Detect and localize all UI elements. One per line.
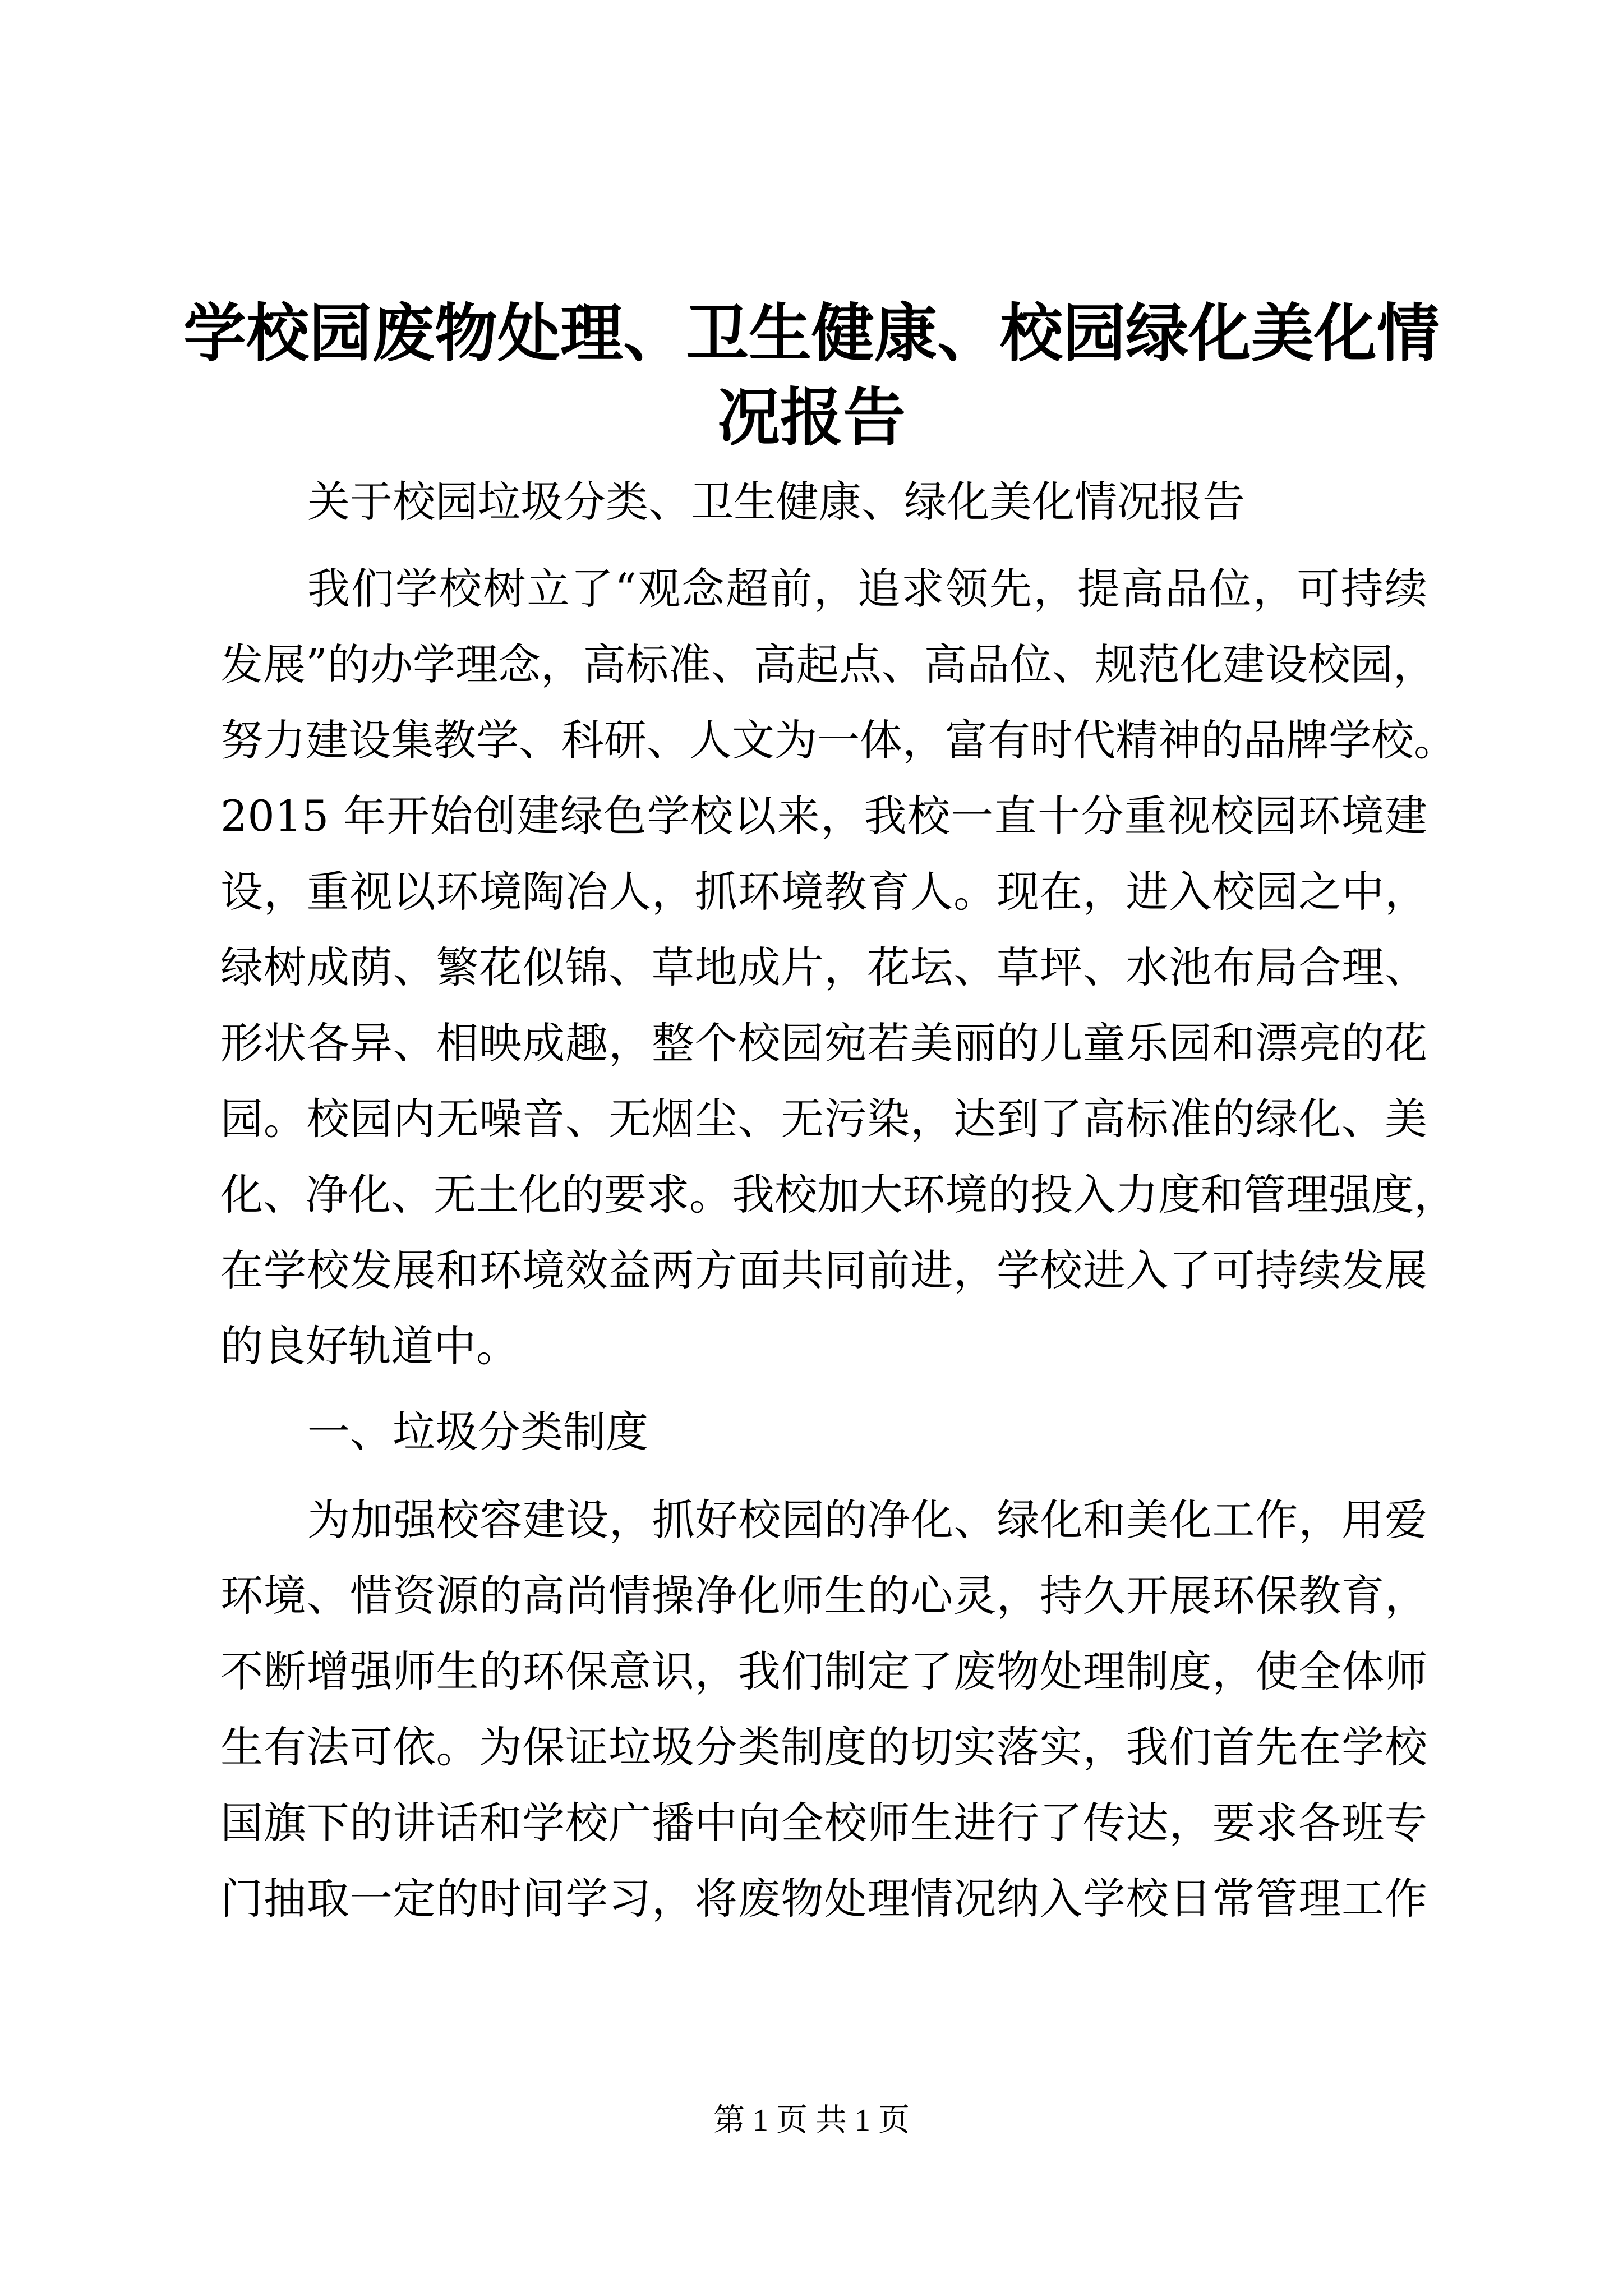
paragraph-2-line-1: 为加强校容建设，抓好校园的净化、绿化和美化工作，用爱 bbox=[307, 1495, 1427, 1545]
paragraph-2-line-3: 不断增强师生的环保意识，我们制定了废物处理制度，使全体师 bbox=[220, 1646, 1427, 1696]
paragraph-1-line-2: 发展”的办学理念，高标准、高起点、高品位、规范化建设校园， bbox=[220, 639, 1436, 689]
paragraph-2-line-6: 门抽取一定的时间学习，将废物处理情况纳入学校日常管理工作 bbox=[220, 1874, 1427, 1924]
paragraph-1-line-6: 绿树成荫、繁花似锦、草地成片，花坛、草坪、水池布局合理、 bbox=[220, 942, 1427, 992]
paragraph-1-line-8: 园。校园内无噪音、无烟尘、无污染，达到了高标准的绿化、美 bbox=[220, 1094, 1427, 1144]
paragraph-1-line-5: 设，重视以环境陶冶人，抓环境教育人。现在，进入校园之中， bbox=[220, 867, 1427, 917]
document-title-line-2: 况报告 bbox=[717, 381, 906, 454]
paragraph-2-line-4: 生有法可依。为保证垃圾分类制度的切实落实，我们首先在学校 bbox=[220, 1722, 1427, 1772]
paragraph-1-line-7: 形状各异、相映成趣，整个校园宛若美丽的儿童乐园和漂亮的花 bbox=[220, 1018, 1427, 1068]
section-heading-1: 一、垃圾分类制度 bbox=[307, 1407, 648, 1457]
paragraph-1-line-4: 2015 年开始创建绿色学校以来，我校一直十分重视校园环境建 bbox=[220, 791, 1427, 841]
paragraph-1-line-3: 努力建设集教学、科研、人文为一体，富有时代精神的品牌学校。 bbox=[220, 715, 1456, 765]
paragraph-2-line-5: 国旗下的讲话和学校广播中向全校师生进行了传达，要求各班专 bbox=[220, 1798, 1427, 1848]
paragraph-1-line-9: 化、净化、无土化的要求。我校加大环境的投入力度和管理强度， bbox=[220, 1170, 1456, 1220]
subtitle: 关于校园垃圾分类、卫生健康、绿化美化情况报告 bbox=[307, 477, 1245, 527]
paragraph-1-line-1: 我们学校树立了“观念超前，追求领先，提高品位，可持续 bbox=[307, 564, 1427, 614]
paragraph-2-line-2: 环境、惜资源的高尚情操净化师生的心灵，持久开展环保教育， bbox=[220, 1571, 1427, 1621]
paragraph-1-line-10: 在学校发展和环境效益两方面共同前进，学校进入了可持续发展 bbox=[220, 1245, 1427, 1295]
document-title-line-1: 学校园废物处理、卫生健康、校园绿化美化情 bbox=[183, 297, 1440, 370]
page-number-footer: 第 1 页 共 1 页 bbox=[713, 2103, 910, 2138]
paragraph-1-line-11: 的良好轨道中。 bbox=[220, 1321, 519, 1371]
